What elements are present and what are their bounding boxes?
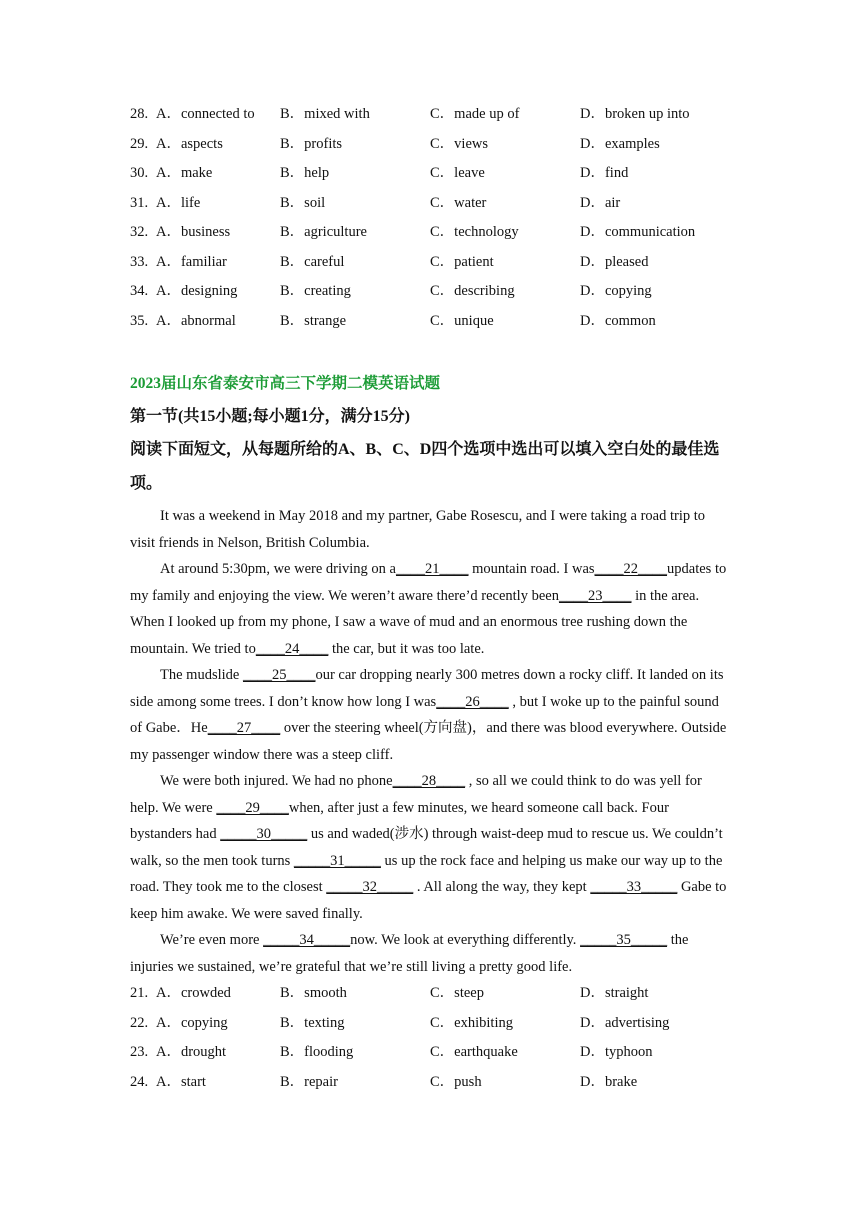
blank: _____34_____ <box>263 932 351 948</box>
passage-text: We were both injured. We had no phone <box>160 773 393 789</box>
question-number: 21. <box>130 985 149 1001</box>
blank: ____23____ <box>558 587 632 604</box>
passage-text: The mudslide <box>160 667 243 683</box>
blank: _____31_____ <box>293 852 381 869</box>
option-a: A．life <box>156 194 201 211</box>
question-number: 32. <box>130 224 149 240</box>
passage-text: now. We look at everything differently. <box>350 932 581 948</box>
option-b: B．careful <box>280 253 345 270</box>
option-d: D．air <box>580 194 621 211</box>
option-b: B．help <box>280 165 330 181</box>
question-number: 28. <box>130 106 149 122</box>
instructions: 阅读下面短文，从每题所给的A、B、C、D四个选项中选出可以填入空白处的最佳选项。 <box>130 441 720 492</box>
option-d: D．copying <box>580 283 652 299</box>
answer-options-21-24 <box>130 984 770 1102</box>
option-b: B．soil <box>280 194 326 211</box>
passage-text: . All along the way, they kept <box>413 879 591 895</box>
answer-options-28-35 <box>130 105 770 341</box>
option-d: D．find <box>580 165 629 181</box>
passage-text: the injuries we sustained, we’re grateful that we’re still living a pretty good life. <box>130 932 689 975</box>
option-a: A．familiar <box>156 253 227 270</box>
option-d: D．brake <box>580 1073 638 1090</box>
option-a: A．make <box>156 165 213 181</box>
passage-text: when, after just a few minutes, we heard someone call back. Four bystanders had <box>130 799 669 842</box>
passage-text: Gabe to keep him awake. We were saved finally. <box>130 879 727 922</box>
option-c: C．steep <box>430 985 484 1001</box>
option-b: B．texting <box>280 1014 345 1031</box>
option-c: C．describing <box>430 283 515 299</box>
question-number: 30. <box>130 165 149 181</box>
question-row <box>130 312 770 342</box>
option-c: C．water <box>430 194 487 211</box>
option-c: C．views <box>430 135 488 152</box>
blank: ____21____ <box>395 561 469 577</box>
passage-text: , but I woke up to the painful sound of Gabe．He <box>130 693 719 736</box>
option-d: D．broken up into <box>580 106 690 122</box>
passage-text: mountain road. I was <box>468 561 595 577</box>
passage <box>130 503 730 980</box>
option-d: D．straight <box>580 985 649 1001</box>
question-number: 31. <box>130 194 149 211</box>
option-a: A．abnormal <box>156 312 236 329</box>
passage-paragraph <box>130 768 730 927</box>
passage-text: , so all we could think to do was yell for help. We were <box>130 773 702 816</box>
passage-text: At around 5:30pm, we were driving on a <box>160 561 396 577</box>
question-row <box>130 282 770 312</box>
passage-text: us up the rock face and helping us make our way up to the road. They took me to the closest <box>130 852 723 895</box>
option-c: C．technology <box>430 224 519 240</box>
passage-text: us and waded(涉水) through waist-deep mud to rescue us. We couldn’t walk, so the men took turns <box>130 826 723 869</box>
option-c: C．earthquake <box>430 1044 518 1060</box>
blank: ____27____ <box>207 720 281 736</box>
option-a: A．drought <box>156 1044 227 1060</box>
option-d: D．common <box>580 312 656 329</box>
question-number: 22. <box>130 1014 149 1031</box>
blank: _____35_____ <box>580 932 668 948</box>
passage-paragraph <box>130 662 730 768</box>
question-number: 35. <box>130 312 149 329</box>
option-c: C．patient <box>430 253 494 270</box>
option-c: C．exhibiting <box>430 1014 513 1031</box>
option-c: C．leave <box>430 165 485 181</box>
blank: ____25____ <box>242 667 316 683</box>
question-number: 34. <box>130 283 149 299</box>
option-d: D．typhoon <box>580 1044 653 1060</box>
option-a: A．crowded <box>156 985 231 1001</box>
question-row <box>130 135 770 165</box>
blank: ____22____ <box>594 561 668 577</box>
option-d: D．examples <box>580 135 660 152</box>
question-row <box>130 105 770 135</box>
passage-text: It was a weekend in May 2018 and my partner, Gabe Rosescu, and I were taking a road trip to visit friends in Nelson, British Columbia. <box>130 508 706 551</box>
question-number: 24. <box>130 1073 149 1090</box>
blank: ____28____ <box>392 773 466 789</box>
option-d: D．pleased <box>580 253 649 270</box>
option-b: B．mixed with <box>280 106 370 122</box>
option-b: B．strange <box>280 312 347 329</box>
option-a: A．connected to <box>156 106 255 122</box>
option-d: D．communication <box>580 224 696 240</box>
option-d: D．advertising <box>580 1014 670 1031</box>
blank: ____26____ <box>436 693 509 710</box>
passage-paragraph <box>130 556 730 662</box>
passage-text: in the area. When I looked up from my phone, I saw a wave of mud and an enormous tree rushing down the mountain. We tried to <box>130 587 700 657</box>
option-b: B．creating <box>280 283 351 299</box>
question-row <box>130 253 770 283</box>
question-row <box>130 984 770 1014</box>
blank: _____33_____ <box>590 879 678 895</box>
option-a: A．aspects <box>156 135 223 152</box>
question-row <box>130 223 770 253</box>
blank: _____30_____ <box>220 826 308 842</box>
option-b: B．smooth <box>280 985 347 1001</box>
passage-text: over the steering wheel(方向盘)，and there was blood everywhere. Outside my passenger window there was a steep cliff. <box>130 720 727 763</box>
option-b: B．profits <box>280 135 343 152</box>
passage-text: our car dropping nearly 300 metres down a rocky cliff. It landed on its side among some trees. I don’t know how long I was <box>130 667 724 710</box>
question-row <box>130 1014 770 1044</box>
option-a: A．start <box>156 1073 206 1090</box>
question-number: 29. <box>130 135 149 152</box>
question-row <box>130 1043 770 1073</box>
option-a: A．copying <box>156 1014 228 1031</box>
question-number: 23. <box>130 1044 149 1060</box>
option-a: A．designing <box>156 283 238 299</box>
option-b: B．repair <box>280 1073 338 1090</box>
exam-title: 2023届山东省泰安市高三下学期二模英语试题 <box>130 375 441 392</box>
blank: ____24____ <box>255 640 329 657</box>
option-c: C．unique <box>430 312 494 329</box>
option-b: B．flooding <box>280 1044 354 1060</box>
option-c: C．push <box>430 1073 482 1090</box>
passage-paragraph <box>130 503 730 556</box>
passage-text: updates to my family and enjoying the view. We weren’t aware there’d recently been <box>130 561 727 604</box>
question-number: 33. <box>130 253 149 270</box>
option-c: C．made up of <box>430 106 520 122</box>
section-heading: 第一节(共15小题;每小题1分，满分15分) <box>130 408 410 425</box>
option-b: B．agriculture <box>280 224 367 240</box>
passage-text: the car, but it was too late. <box>328 640 485 657</box>
question-row <box>130 194 770 224</box>
passage-text: We’re even more <box>160 932 264 948</box>
question-row <box>130 164 770 194</box>
option-a: A．business <box>156 224 231 240</box>
question-row <box>130 1073 770 1103</box>
blank: _____32_____ <box>326 879 414 895</box>
blank: ____29____ <box>216 799 289 816</box>
passage-paragraph <box>130 927 730 980</box>
